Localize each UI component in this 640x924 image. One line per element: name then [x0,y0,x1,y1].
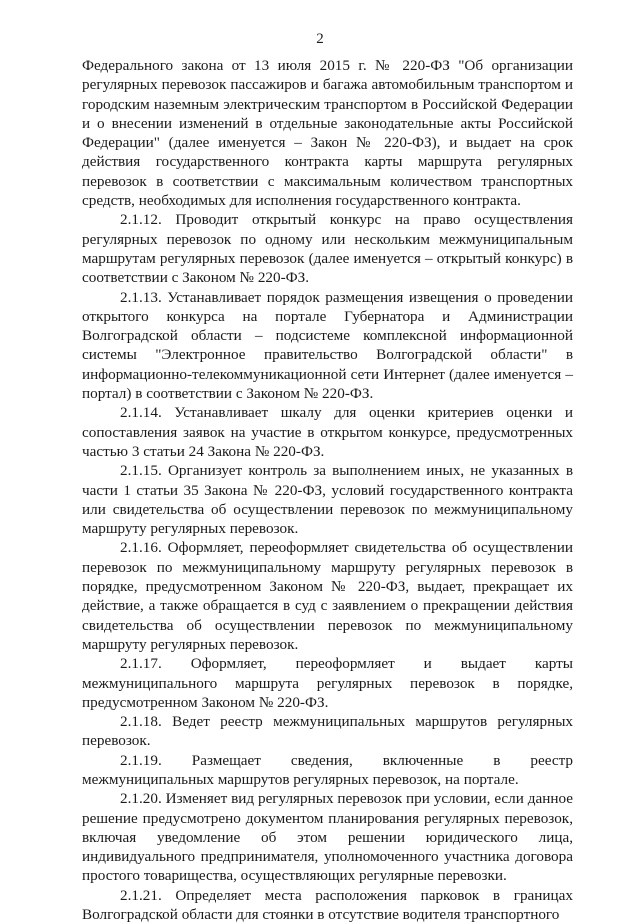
paragraph-2-1-20: 2.1.20. Изменяет вид регулярных перевозок при условии, если данное решение предусмотрено документом планирования регулярных перевозок, включая уведомление об этом решении юридического лица, индивидуального предпринимателя, уполномоченного участника договора простого товарищества, осуществляющих регулярные перевозки. [82,790,573,885]
paragraph-2-1-14: 2.1.14. Устанавливает шкалу для оценки критериев оценки и сопоставления заявок на участие в открытом конкурсе, предусмотренных частью 3 статьи 24 Закона № 220-ФЗ. [82,404,573,460]
paragraph-2-1-21: 2.1.21. Определяет места расположения парковок в границах Волгоградской области для стоянки в отсутствие водителя транспортного [82,886,573,924]
paragraph-2-1-12: 2.1.12. Проводит открытый конкурс на право осуществления регулярных перевозок по одному или нескольким межмуниципальным маршрутам регулярных перевозок (далее именуется – открытый конкурс) в соответствии с Законом № 220-ФЗ. [82,211,573,287]
paragraph-continuation: Федерального закона от 13 июля 2015 г. № 220-ФЗ "Об организации регулярных перевозок пассажиров и багажа автомобильным транспортом и городским наземным электрическим транспортом в Российской Федерации и о внесении изменений в отдельные законодательные акты Российской Федерации" (далее именуется – Закон № 220-ФЗ), и выдает на срок действия государственного контракта карты маршрута регулярных перевозок в соответствии с максимальным количеством транспортных средств, необходимых для исполнения государственного контракта. [82,57,573,210]
paragraph-2-1-16: 2.1.16. Оформляет, переоформляет свидетельства об осуществлении перевозок по межмуниципальному маршруту регулярных перевозок в порядке, предусмотренном Законом № 220-ФЗ, выдает, прекращает их действие, а также обращается в суд с заявлением о прекращении действия свидетельства об осуществлении перевозок по межмуниципальному маршруту регулярных перевозок. [82,539,573,653]
paragraph-2-1-17: 2.1.17. Оформляет, переоформляет и выдает карты межмуниципального маршрута регулярных перевозок в порядке, предусмотренном Законом № 220-ФЗ. [82,655,573,711]
paragraph-2-1-13: 2.1.13. Устанавливает порядок размещения извещения о проведении открытого конкурса на портале Губернатора и Администрации Волгоградской области – подсистеме комплексной информационной системы "Электронное правительство Волгоградской области" в информационно-телекоммуникационной сети Интернет (далее именуется – портал) в соответствии с Законом № 220-ФЗ. [82,288,573,403]
page-number: 2 [316,31,324,47]
paragraph-2-1-18: 2.1.18. Ведет реестр межмуниципальных маршрутов регулярных перевозок. [82,713,573,750]
paragraph-2-1-19: 2.1.19. Размещает сведения, включенные в реестр межмуниципальных маршрутов регулярных перевозок, на портале. [82,751,573,788]
paragraph-2-1-15: 2.1.15. Организует контроль за выполнением иных, не указанных в части 1 статьи 35 Закона № 220-ФЗ, условий государственного контракта или свидетельства об осуществлении перевозок по межмуниципальному маршруту регулярных перевозок. [82,462,573,538]
document-body [82,56,573,924]
